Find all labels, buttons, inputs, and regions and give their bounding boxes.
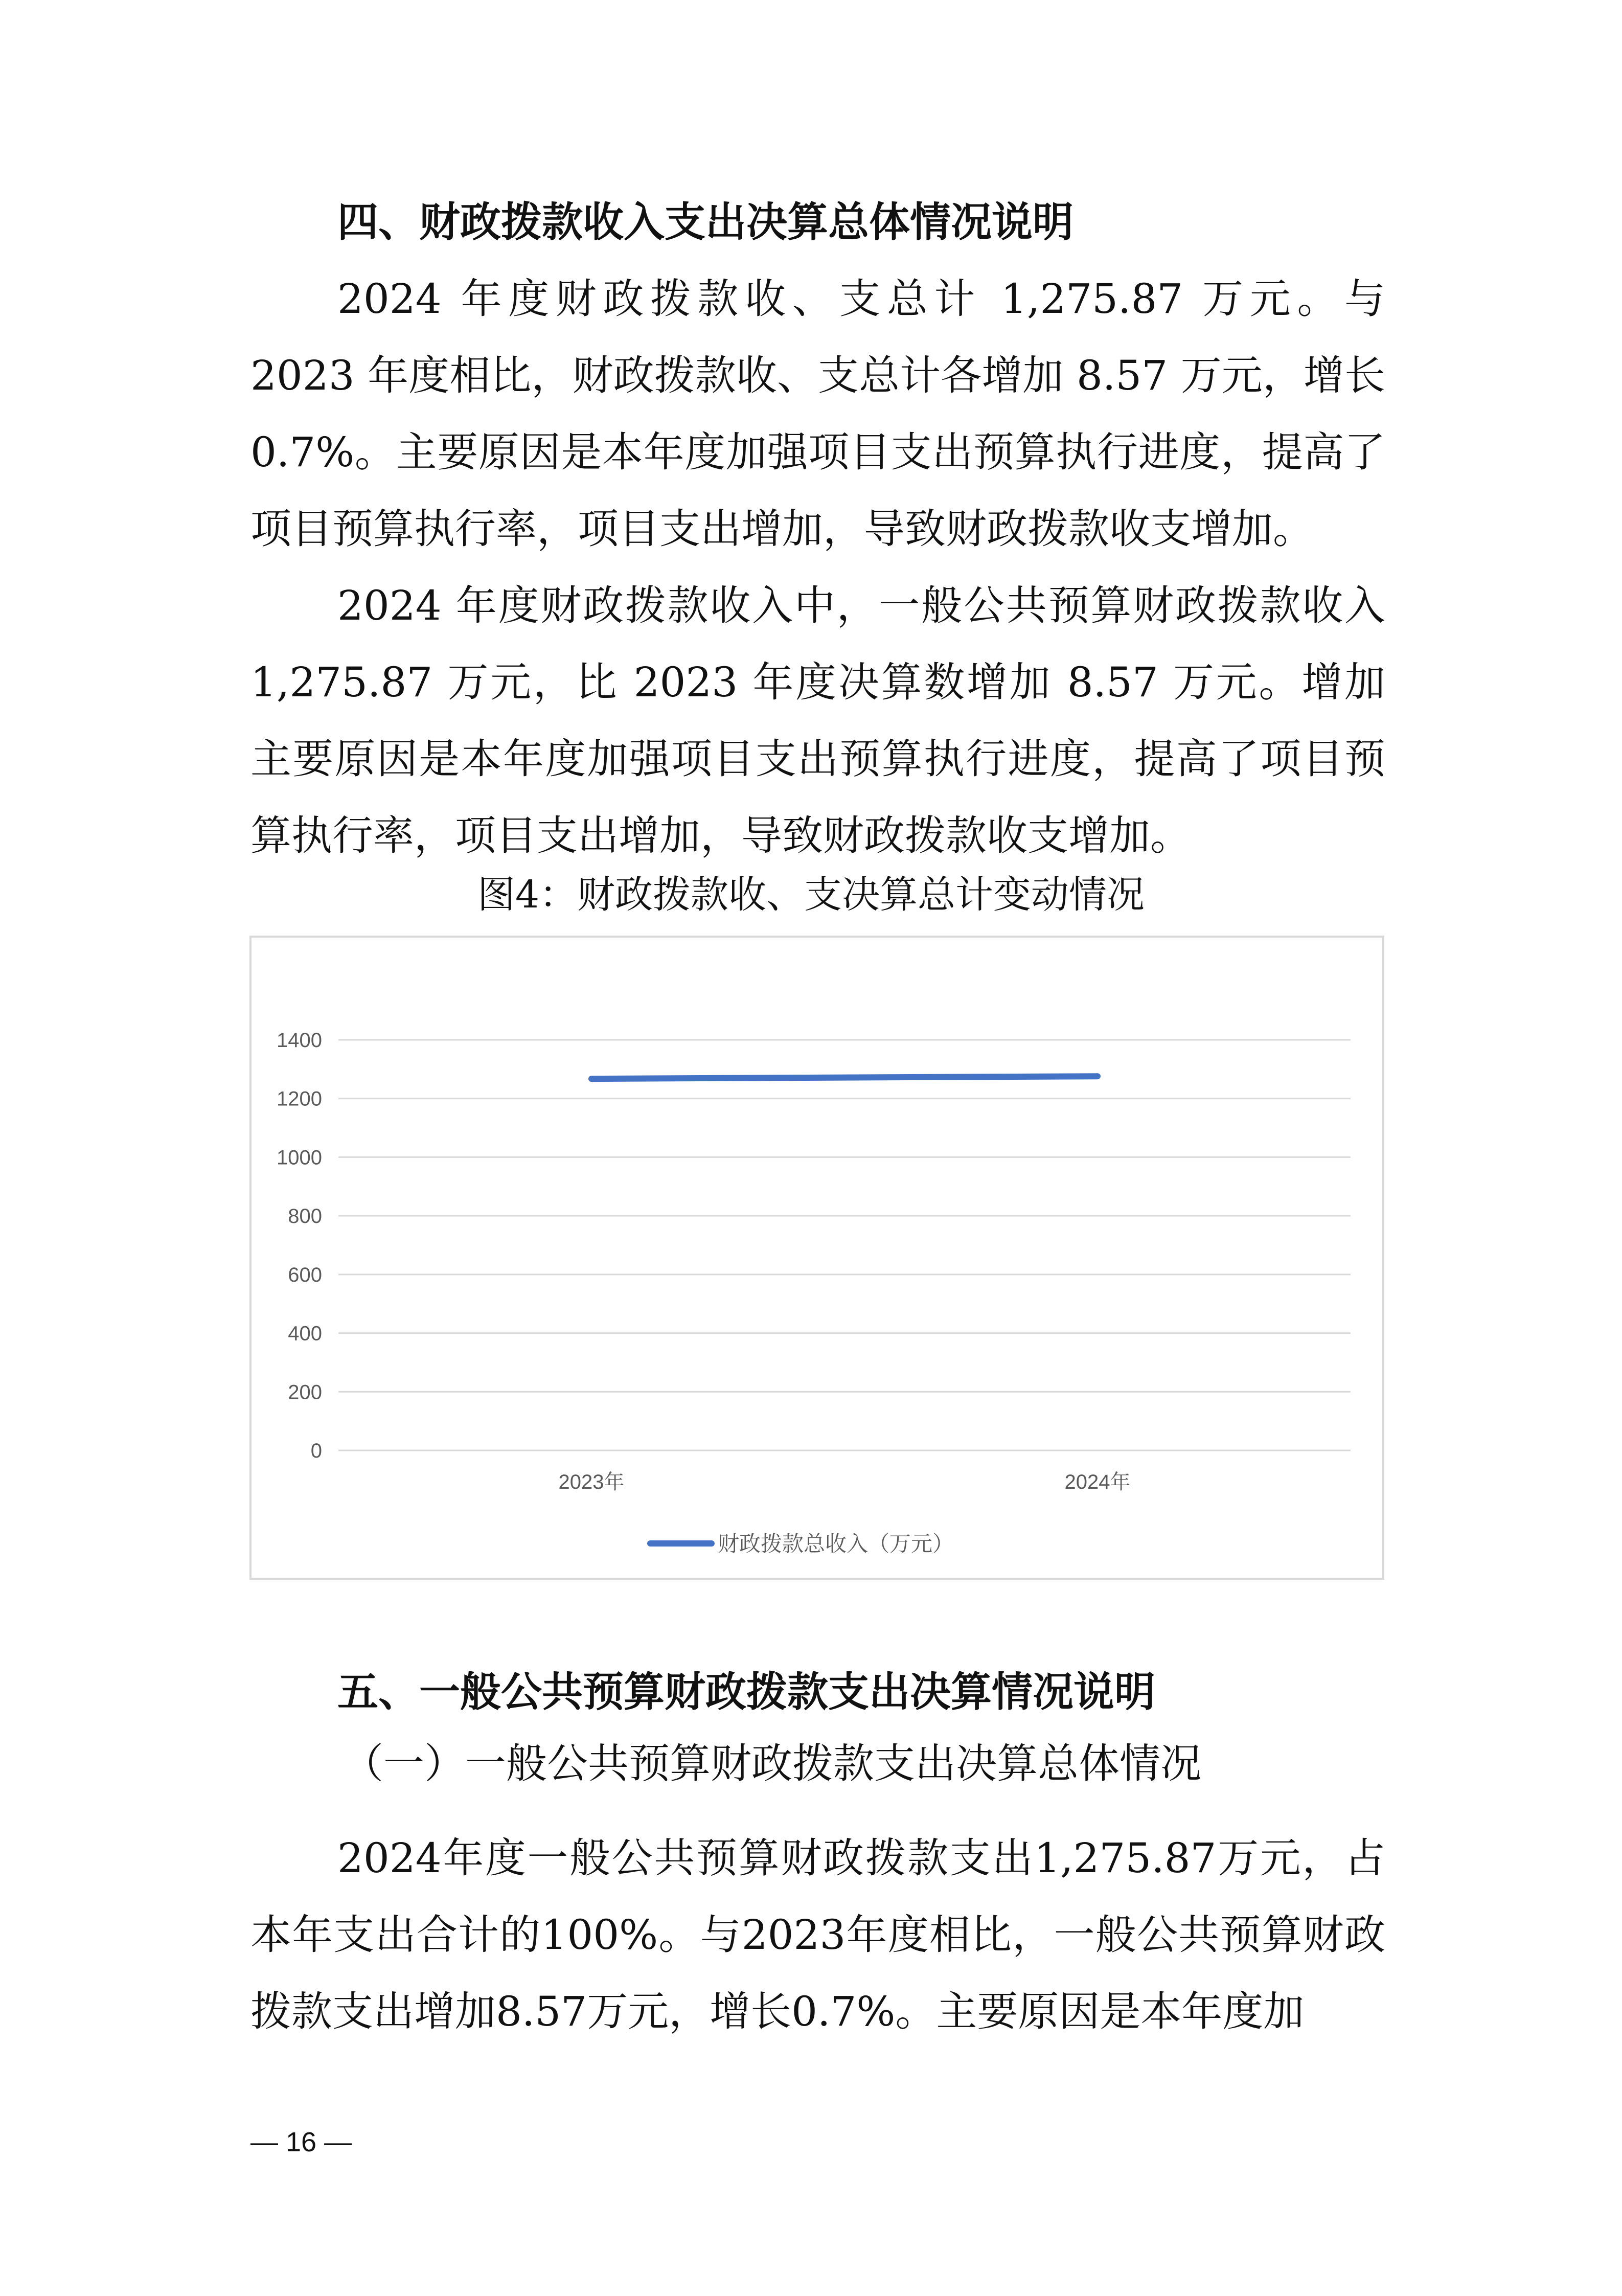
chart-canvas bbox=[252, 938, 1382, 1578]
y-tick-label: 200 bbox=[288, 1381, 322, 1404]
section-4-paragraph-2: 2024 年度财政拨款收入中，一般公共预算财政拨款收入 1,275.87 万元，比 2023 年度决算数增加 8.57 万元。增加主要原因是本年度加强项目支出预算执行进度，提高了项目预算执行率，项目支出增加，导致财政拨款收支增加。 bbox=[250, 582, 1385, 859]
section-4-paragraph-1: 2024 年度财政拨款收、支总计 1,275.87 万元。与 2023 年度相比，财政拨款收、支总计各增加 8.57 万元，增长 0.7%。主要原因是本年度加强项目支出预算执行进度，提高了项目预算执行率，项目支出增加，导致财政拨款收支增加。 bbox=[250, 275, 1385, 553]
section-5-subheading: （一）一般公共预算财政拨款支出决算总体情况 bbox=[342, 1740, 1201, 1787]
chart-gridlines bbox=[338, 1040, 1351, 1450]
y-tick-label: 600 bbox=[288, 1263, 322, 1286]
figure-caption: 图4：财政拨款收、支决算总计变动情况 bbox=[477, 873, 1145, 917]
chart-series bbox=[591, 1076, 1098, 1079]
legend-label: 财政拨款总收入（万元） bbox=[718, 1531, 954, 1556]
x-axis-ticks bbox=[559, 1471, 1131, 1493]
x-tick-label: 2023年 bbox=[558, 1471, 625, 1493]
x-tick-label: 2024年 bbox=[1064, 1471, 1131, 1493]
y-tick-label: 1400 bbox=[277, 1029, 322, 1052]
section-5-heading: 五、一般公共预算财政拨款支出决算情况说明 bbox=[337, 1668, 1155, 1716]
page-number: — 16 — bbox=[250, 2127, 352, 2157]
y-tick-label: 1200 bbox=[277, 1087, 322, 1110]
y-tick-label: 1000 bbox=[277, 1146, 322, 1169]
section-5-paragraph-1: 2024年度一般公共预算财政拨款支出1,275.87万元，占本年支出合计的100%。与2023年度相比，一般公共预算财政拨款支出增加8.57万元，增长0.7%。主要原因是本年度加 bbox=[250, 1834, 1385, 2035]
y-tick-label: 0 bbox=[310, 1440, 322, 1462]
section-4-heading: 四、财政拨款收入支出决算总体情况说明 bbox=[337, 198, 1073, 246]
series-line bbox=[591, 1076, 1098, 1079]
line-chart bbox=[249, 936, 1384, 1580]
y-tick-label: 800 bbox=[288, 1205, 322, 1228]
y-tick-label: 400 bbox=[288, 1322, 322, 1345]
chart-legend bbox=[650, 1531, 954, 1556]
y-axis-ticks bbox=[277, 1029, 322, 1462]
